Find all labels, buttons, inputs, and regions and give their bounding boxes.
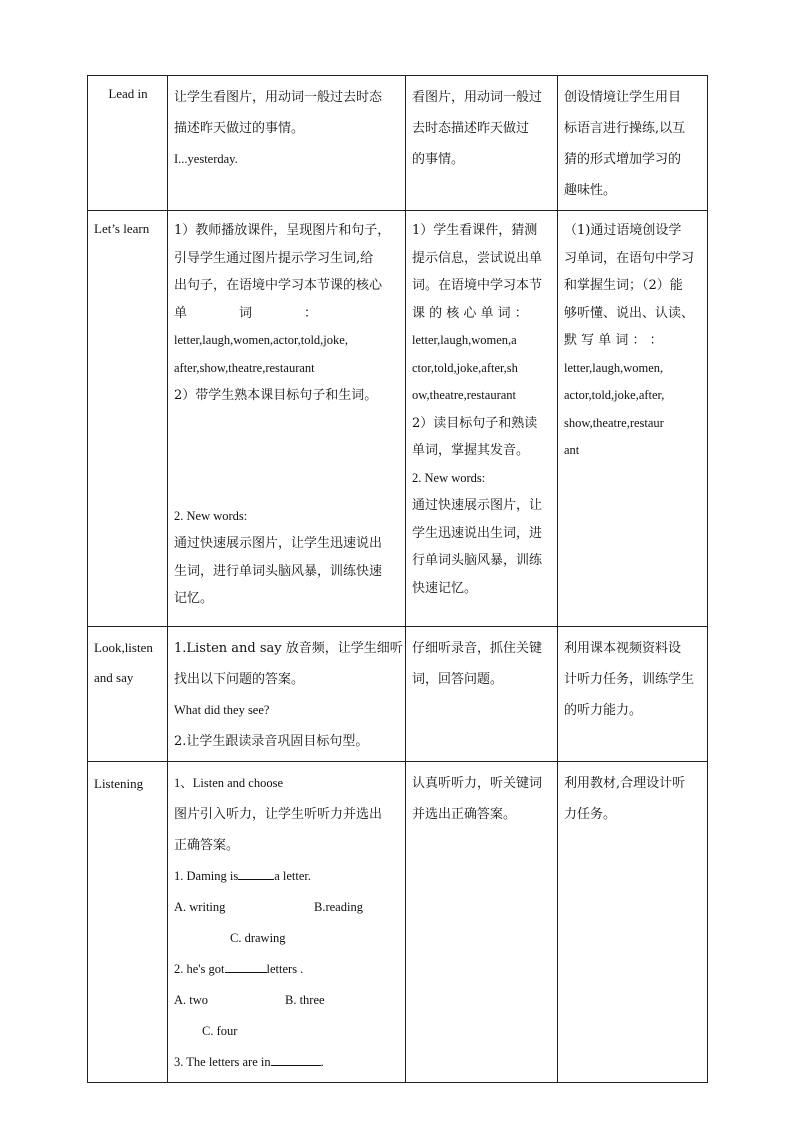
question-text: 2. he's got bbox=[174, 962, 225, 976]
stage-cell-lead-in bbox=[88, 76, 168, 211]
text-line: 学生迅速说出生词，进 bbox=[412, 525, 543, 541]
text-line: 1）教师播放课件，呈现图片和句子， bbox=[174, 223, 391, 238]
question-1-options bbox=[174, 892, 400, 923]
text-line: 通过快速展示图片，让 bbox=[412, 498, 543, 513]
text-line: 2.让学生跟读录音巩固目标句型。 bbox=[174, 734, 369, 749]
text-line: 找出以下问题的答案。 bbox=[174, 672, 305, 687]
design-purpose-cell bbox=[558, 762, 708, 1083]
text-line: ctor,told,joke,after,sh bbox=[412, 360, 518, 375]
text-line: 行单词头脑风暴，训练 bbox=[412, 553, 543, 568]
text-line: actor,told,joke,after, bbox=[564, 388, 665, 402]
answer-blank bbox=[271, 1051, 321, 1066]
text-line: 力任务。 bbox=[564, 807, 617, 822]
text-line: I...yesterday. bbox=[174, 152, 238, 166]
text-line: 去时态描述昨天做过 bbox=[412, 121, 530, 136]
text-line: 利用教材,合理设计听 bbox=[564, 776, 686, 791]
answer-blank bbox=[225, 958, 267, 973]
text-line: 出句子，在语境中学习本节课的核心 bbox=[174, 278, 383, 293]
text-line: 默 写 单 词 ： ： bbox=[564, 333, 663, 348]
student-activity-cell bbox=[406, 762, 558, 1083]
text-line: 2）读目标句子和熟读 bbox=[412, 415, 538, 431]
text-line: 词，回答问题。 bbox=[412, 672, 504, 687]
text-line: 2. New words: bbox=[174, 508, 248, 523]
teacher-activity-cell bbox=[168, 762, 406, 1083]
text-line: 标语言进行操练,以互 bbox=[564, 121, 686, 136]
text-line: 1）学生看课件，猜测 bbox=[412, 223, 538, 238]
stage-label: Lead in bbox=[108, 86, 148, 101]
stage-label: Let’s learn bbox=[94, 221, 150, 236]
design-purpose-cell bbox=[558, 627, 708, 762]
text-line: 单 词 ： bbox=[174, 305, 318, 321]
answer-blank bbox=[238, 865, 274, 880]
text-line: after,show,theatre,restaurant bbox=[174, 360, 315, 375]
text-line: 引导学生通过图片提示学习生词,给 bbox=[174, 250, 374, 266]
text-line: 认真听听力，听关键词 bbox=[412, 776, 543, 791]
text-line: 和掌握生词；（2）能 bbox=[564, 278, 683, 293]
table-row-look-listen-say bbox=[88, 627, 708, 762]
text-line: 仔细听录音，抓住关键 bbox=[412, 641, 543, 656]
table-row-listening bbox=[88, 762, 708, 1083]
text-line: 描述昨天做过的事情。 bbox=[174, 121, 305, 136]
table-row-lead-in bbox=[88, 76, 708, 211]
table-row-lets-learn bbox=[88, 211, 708, 627]
question-text: 3. The letters are in bbox=[174, 1055, 271, 1069]
text-line: letter,laugh,women,actor,told,joke, bbox=[174, 333, 348, 347]
option-a: A. two bbox=[174, 993, 209, 1007]
text-line: 2. New words: bbox=[412, 470, 486, 485]
option-c: C. four bbox=[202, 1024, 238, 1038]
text-line: 利用课本视频资料设 bbox=[564, 641, 682, 656]
text-line: letter,laugh,women,a bbox=[412, 333, 517, 347]
text-line: 通过快速展示图片，让学生迅速说出 bbox=[174, 536, 383, 551]
text-line: 正确答案。 bbox=[174, 838, 240, 853]
text-line: 看图片，用动词一般过 bbox=[412, 90, 543, 105]
stage-label: Listening bbox=[94, 776, 144, 791]
text-line: show,theatre,restaur bbox=[564, 415, 664, 430]
question-text: . bbox=[320, 1055, 324, 1069]
text-line: 的听力能力。 bbox=[564, 703, 643, 718]
text-line: 让学生看图片，用动词一般过去时态 bbox=[174, 90, 383, 105]
stage-cell-look-listen-say bbox=[88, 627, 168, 762]
option-a: A. writing bbox=[174, 900, 226, 914]
text-line: 够听懂、说出、认读、 bbox=[564, 305, 695, 321]
question-2-options bbox=[174, 985, 400, 1016]
text-line: 提示信息，尝试说出单 bbox=[412, 250, 543, 266]
text-line: 趣味性。 bbox=[564, 183, 617, 198]
text-line: What did they see? bbox=[174, 703, 270, 717]
stage-cell-lets-learn bbox=[88, 211, 168, 627]
text-line: 1.Listen and say 放音频，让学生细听 bbox=[174, 641, 403, 656]
question-text: a letter. bbox=[274, 869, 312, 883]
question-text: letters . bbox=[266, 962, 304, 976]
question-text: 1. Daming is bbox=[174, 869, 239, 883]
lesson-plan-table bbox=[87, 75, 708, 1083]
question-2 bbox=[174, 954, 400, 985]
text-line: 猜的形式增加学习的 bbox=[564, 152, 682, 167]
text-line: 课 的 核 心 单 词 ： bbox=[412, 305, 528, 321]
teacher-activity-cell bbox=[168, 76, 406, 211]
student-activity-cell bbox=[406, 211, 558, 627]
question-3 bbox=[174, 1047, 400, 1078]
text-line: 的事情。 bbox=[412, 152, 465, 167]
text-line: （1)通过语境创设学 bbox=[564, 223, 682, 238]
option-b: B. three bbox=[285, 993, 325, 1007]
option-c: C. drawing bbox=[230, 931, 286, 945]
text-line: ant bbox=[564, 443, 580, 457]
text-line: 习单词，在语句中学习 bbox=[564, 250, 695, 266]
text-line: 并选出正确答案。 bbox=[412, 807, 517, 822]
text-line: 1、Listen and choose bbox=[174, 776, 284, 790]
student-activity-cell bbox=[406, 627, 558, 762]
text-line: 创设情境让学生用目 bbox=[564, 90, 682, 105]
teacher-activity-cell bbox=[168, 211, 406, 627]
design-purpose-cell bbox=[558, 76, 708, 211]
stage-label: Look,listen and say bbox=[94, 640, 153, 685]
text-line: ow,theatre,restaurant bbox=[412, 388, 516, 402]
text-line: 快速记忆。 bbox=[412, 580, 478, 596]
option-b: B.reading bbox=[314, 900, 363, 914]
text-line: 生词，进行单词头脑风暴，训练快速 bbox=[174, 563, 383, 579]
design-purpose-cell bbox=[558, 211, 708, 627]
spacer bbox=[174, 410, 400, 503]
text-line: 图片引入听力，让学生听听力并选出 bbox=[174, 807, 383, 822]
text-line: 词。在语境中学习本节 bbox=[412, 278, 543, 293]
stage-cell-listening bbox=[88, 762, 168, 1083]
teacher-activity-cell bbox=[168, 627, 406, 762]
text-line: 2）带学生熟本课目标句子和生词。 bbox=[174, 388, 378, 403]
text-line: letter,laugh,women, bbox=[564, 360, 664, 375]
text-line: 记忆。 bbox=[174, 591, 214, 606]
text-line: 单词，掌握其发音。 bbox=[412, 443, 530, 458]
student-activity-cell bbox=[406, 76, 558, 211]
text-line: 计听力任务，训练学生 bbox=[564, 672, 695, 687]
question-1 bbox=[174, 861, 400, 892]
